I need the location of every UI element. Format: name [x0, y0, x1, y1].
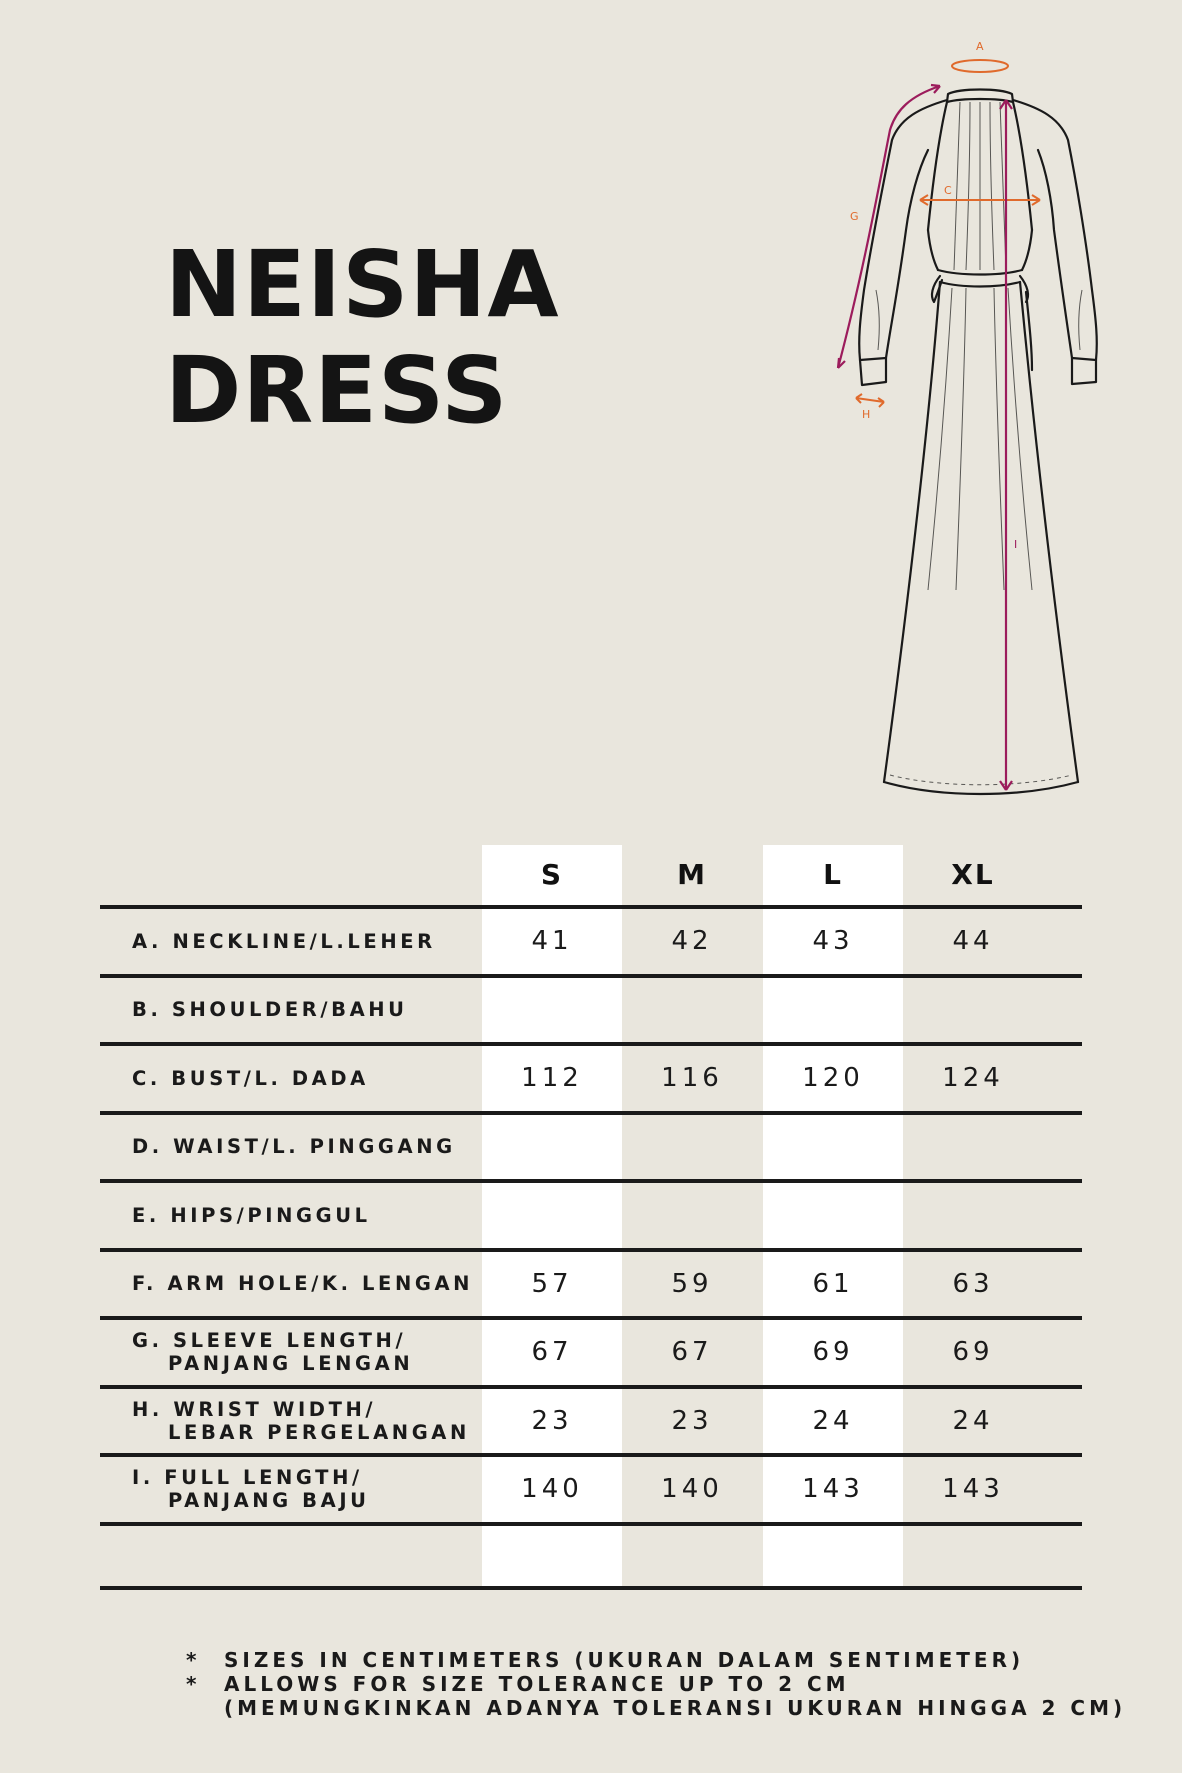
cell-value: [482, 1115, 622, 1179]
footnote-1: [186, 1648, 1126, 1672]
table-row: [100, 1042, 1082, 1111]
cell-value: [482, 1183, 622, 1247]
row-label: A. NECKLINE/L.LEHER: [132, 929, 436, 953]
cell-value: 63: [952, 1268, 994, 1299]
cell-value: 116: [661, 1063, 723, 1093]
cell-value: 140: [661, 1474, 723, 1504]
table-row: [100, 905, 1082, 974]
cell-value: 23: [671, 1405, 713, 1436]
footnote-2-continued: (MEMUNGKINKAN ADANYA TOLERANSI UKURAN HINGGA 2 CM): [224, 1696, 1127, 1720]
dress-illustration: [820, 30, 1120, 820]
cell-value: 42: [671, 926, 713, 956]
cell-value: [763, 1526, 903, 1590]
table-row: [100, 1316, 1082, 1385]
cell-value: 67: [671, 1337, 713, 1367]
row-label: B. SHOULDER/BAHU: [132, 998, 408, 1021]
size-header-s: S: [540, 858, 564, 891]
title-line-1: NEISHA: [165, 231, 560, 338]
table-row: [100, 1111, 1082, 1180]
footnote-text: ALLOWS FOR SIZE TOLERANCE UP TO 2 CM: [224, 1672, 850, 1696]
cell-value: 120: [802, 1063, 864, 1093]
table-row: [100, 1248, 1082, 1317]
cell-value: [622, 1526, 762, 1590]
cell-value: [903, 978, 1043, 1042]
label-h: H: [862, 408, 871, 421]
row-label: D. WAIST/L. PINGGANG: [132, 1135, 456, 1158]
footnote-bullet: *: [186, 1672, 201, 1696]
label-c: C: [944, 184, 952, 197]
footnote-2: [186, 1672, 1126, 1696]
cell-value: 41: [531, 926, 573, 956]
table-header-row: [100, 845, 1082, 905]
row-label: H. WRIST WIDTH/ LEBAR PERGELANGAN: [132, 1397, 470, 1444]
cell-value: [903, 1115, 1043, 1179]
cell-value: [763, 1183, 903, 1247]
cell-value: [482, 978, 622, 1042]
cell-value: 24: [812, 1405, 854, 1436]
cell-value: 44: [952, 926, 994, 956]
row-label: [132, 1526, 168, 1590]
size-chart-table: [100, 845, 1082, 1590]
size-header-l: L: [823, 858, 843, 891]
table-row: [100, 1453, 1082, 1522]
page-title: [165, 232, 560, 444]
cell-value: [622, 978, 762, 1042]
cell-value: 23: [531, 1405, 573, 1436]
cell-value: 124: [942, 1063, 1004, 1093]
row-label: F. ARM HOLE/K. LENGAN: [132, 1272, 474, 1295]
size-header-m: M: [677, 858, 707, 891]
cell-value: [763, 978, 903, 1042]
cell-value: 69: [952, 1337, 994, 1367]
title-line-2: DRESS: [165, 337, 509, 444]
footnote-bullet: *: [186, 1648, 201, 1672]
cell-value: 59: [671, 1268, 713, 1299]
cell-value: 43: [812, 926, 854, 956]
row-label: E. HIPS/PINGGUL: [132, 1203, 371, 1227]
size-header-xl: XL: [951, 858, 995, 891]
label-a: A: [976, 40, 984, 53]
cell-value: 24: [952, 1405, 994, 1436]
cell-value: 57: [531, 1268, 573, 1299]
cell-value: 143: [802, 1474, 864, 1504]
row-label: G. SLEEVE LENGTH/ PANJANG LENGAN: [132, 1329, 414, 1375]
cell-value: [622, 1115, 762, 1179]
cell-value: 61: [812, 1268, 854, 1299]
table-row: [100, 1522, 1082, 1591]
cell-value: 69: [812, 1337, 854, 1367]
cell-value: 143: [942, 1474, 1004, 1504]
cell-value: [482, 1526, 622, 1590]
row-label: I. FULL LENGTH/ PANJANG BAJU: [132, 1466, 370, 1512]
cell-value: [763, 1115, 903, 1179]
row-label: C. BUST/L. DADA: [132, 1066, 369, 1090]
cell-value: 112: [521, 1063, 583, 1093]
table-row: [100, 1385, 1082, 1454]
footnotes: [186, 1648, 1126, 1720]
footnote-text: SIZES IN CENTIMETERS (UKURAN DALAM SENTIMETER): [224, 1648, 1025, 1672]
cell-value: [903, 1183, 1043, 1247]
cell-value: [622, 1183, 762, 1247]
label-i: I: [1014, 538, 1018, 551]
table-row: [100, 1179, 1082, 1248]
cell-value: 140: [521, 1474, 583, 1504]
cell-value: 67: [531, 1337, 573, 1367]
table-row: [100, 974, 1082, 1043]
label-g: G: [850, 210, 859, 223]
cell-value: [903, 1526, 1043, 1590]
